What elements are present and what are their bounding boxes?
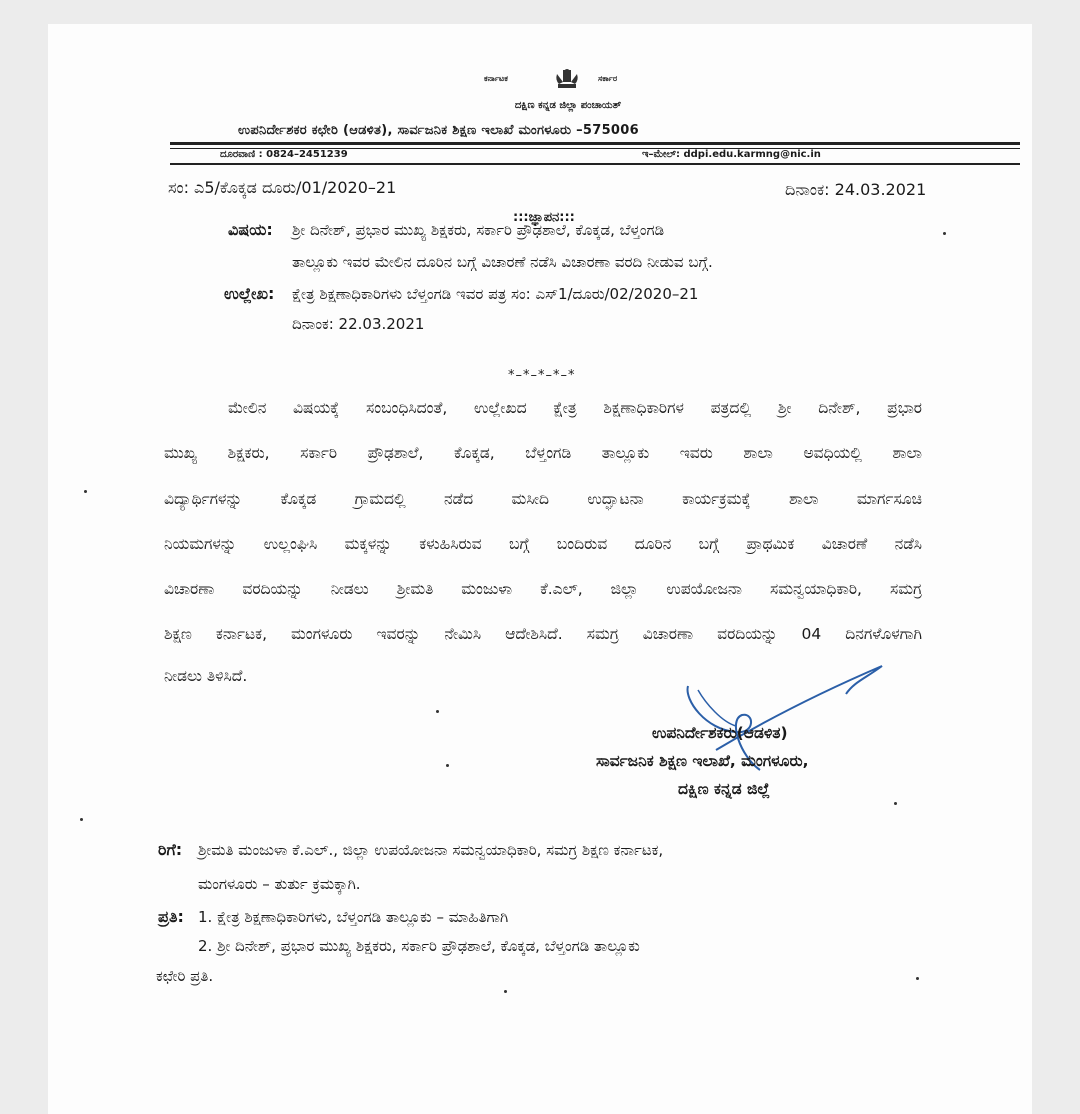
copy-item: 2. ಶ್ರೀ ದಿನೇಶ್, ಪ್ರಭಾರ ಮುಖ್ಯ ಶಿಕ್ಷಕರು, ಸರ್ಕಾರಿ ಪ್ರೌಢಶಾಲೆ, ಕೊಕ್ಕಡ, ಬೆಳ್ತಂಗಡಿ ತಾಲ್ಲೂಕು: [198, 937, 640, 955]
signatory-district: ದಕ್ಷಿಣ ಕನ್ನಡ ಜಿಲ್ಲೆ: [678, 780, 770, 798]
to-line: ಶ್ರೀಮತಿ ಮಂಜುಳಾ ಕೆ.ಎಲ್., ಜಿಲ್ಲಾ ಉಪಯೋಜನಾ ಸಮನ್ವಯಾಧಿಕಾರಿ, ಸಮಗ್ರ ಶಿಕ್ಷಣ ಕರ್ನಾಟಕ,: [198, 841, 664, 859]
scan-speck: [916, 977, 919, 980]
copy-item: ಕಛೇರಿ ಪ್ರತಿ.: [156, 967, 214, 985]
letterhead-phone: ದೂರವಾಣಿ : 0824–2451239: [220, 149, 348, 160]
body-line: ಮೇಲಿನ ವಿಷಯಕ್ಕೆ ಸಂಬಂಧಿಸಿದಂತೆ, ಉಲ್ಲೇಖದ ಕ್ಷೇತ್ರ ಶಿಕ್ಷಣಾಧಿಕಾರಿಗಳ ಪತ್ರದಲ್ಲಿ ಶ್ರೀ ದಿನೇಶ್, ಪ್ರಭಾರ: [228, 399, 922, 417]
signatory-office: ಸಾರ್ವಜನಿಕ ಶಿಕ್ಷಣ ಇಲಾಖೆ, ಮಂಗಳೂರು,: [596, 752, 809, 770]
scan-speck: [943, 232, 946, 235]
subject-line: ಶ್ರೀ ದಿನೇಶ್, ಪ್ರಭಾರ ಮುಖ್ಯ ಶಿಕ್ಷಕರು, ಸರ್ಕಾರಿ ಪ್ರೌಢಶಾಲೆ, ಕೊಕ್ಕಡ, ಬೆಳ್ತಂಗಡಿ: [292, 221, 665, 239]
scan-speck: [446, 764, 449, 767]
body-line: ಮುಖ್ಯ ಶಿಕ್ಷಕರು, ಸರ್ಕಾರಿ ಪ್ರೌಢಶಾಲೆ, ಕೊಕ್ಕಡ, ಬೆಳ್ತಂಗಡಿ ತಾಲ್ಲೂಕು ಇವರು ಶಾಲಾ ಅವಧಿಯಲ್ಲಿ ಶಾಲಾ: [164, 444, 922, 462]
letterhead-emblem-row: [468, 68, 668, 92]
subject-label: ವಿಷಯ:: [228, 220, 273, 239]
reference-date: ದಿನಾಂಕ: 22.03.2021: [292, 315, 425, 333]
to-line: ಮಂಗಳೂರು – ತುರ್ತು ಕ್ರಮಕ್ಕಾಗಿ.: [198, 875, 361, 893]
notice-title: :::ಜ್ಞಾಪನ:::: [513, 210, 575, 225]
letterhead-district: ದಕ್ಷಿಣ ಕನ್ನಡ ಜಿಲ್ಲಾ ಪಂಚಾಯತ್: [514, 100, 622, 111]
body-line: ನಿಯಮಗಳನ್ನು ಉಲ್ಲಂಘಿಸಿ ಮಕ್ಕಳನ್ನು ಕಳುಹಿಸಿರುವ ಬಗ್ಗೆ ಬಂದಿರುವ ದೂರಿನ ಬಗ್ಗೆ ಪ್ರಾಥಮಿಕ ವಿಚಾರಣೆ ನಡೆಸಿ: [164, 535, 922, 553]
reference-label: ಉಲ್ಲೇಖ:: [224, 284, 275, 303]
body-line: ವಿಚಾರಣಾ ವರದಿಯನ್ನು ನೀಡಲು ಶ್ರೀಮತಿ ಮಂಜುಳಾ ಕೆ.ಎಲ್, ಜಿಲ್ಲಾ ಉಪಯೋಜನಾ ಸಮನ್ವಯಾಧಿಕಾರಿ, ಸಮಗ್ರ: [164, 580, 922, 598]
document-page: [48, 24, 1032, 1114]
scan-speck: [894, 802, 897, 805]
body-line: ನೀಡಲು ತಿಳಿಸಿದೆ.: [164, 667, 248, 685]
reference-number: ಸಂ: ಎ5/ಕೊಕ್ಕಡ ದೂರು/01/2020–21: [168, 178, 397, 197]
emblem-right-text: ಸರ್ಕಾರ: [598, 74, 618, 83]
subject-line: ತಾಲ್ಲೂಕು ಇವರ ಮೇಲಿನ ದೂರಿನ ಬಗ್ಗೆ ವಿಚಾರಣೆ ನಡೆಸಿ ವಿಚಾರಣಾ ವರದಿ ನೀಡುವ ಬಗ್ಗೆ.: [292, 253, 713, 271]
scan-speck: [80, 818, 83, 821]
body-line: ವಿದ್ಯಾರ್ಥಿಗಳನ್ನು ಕೊಕ್ಕಡ ಗ್ರಾಮದಲ್ಲಿ ನಡೆದ ಮಸೀದಿ ಉದ್ಘಾಟನಾ ಕಾರ್ಯಕ್ರಮಕ್ಕೆ ಶಾಲಾ ಮಾರ್ಗಸೂಚಿ: [164, 490, 922, 508]
body-line: ಶಿಕ್ಷಣ ಕರ್ನಾಟಕ, ಮಂಗಳೂರು ಇವರನ್ನು ನೇಮಿಸಿ ಆದೇಶಿಸಿದೆ. ಸಮಗ್ರ ವಿಚಾರಣಾ ವರದಿಯನ್ನು 04 ದಿನಗಳೊಳಗಾಗಿ: [164, 625, 922, 643]
reference-line: ಕ್ಷೇತ್ರ ಶಿಕ್ಷಣಾಧಿಕಾರಿಗಳು ಬೆಳ್ತಂಗಡಿ ಇವರ ಪತ್ರ ಸಂ: ಎಸ್1/ದೂರು/02/2020–21: [292, 285, 699, 303]
separator: *–*–*–*–*: [508, 368, 576, 383]
emblem-left-text: ಕರ್ನಾಟಕ: [484, 74, 508, 83]
government-emblem-icon: [554, 68, 580, 90]
letterhead-rule: [170, 142, 1020, 145]
letterhead-email: ಇ–ಮೇಲ್: ddpi.edu.karmng@nic.in: [642, 149, 821, 160]
scan-speck: [84, 490, 87, 493]
letterhead-rule: [170, 163, 1020, 165]
scan-speck: [504, 990, 507, 993]
scan-speck: [436, 710, 439, 713]
signatory-designation: ಉಪನಿರ್ದೇಶಕರು(ಆಡಳಿತ): [652, 724, 788, 742]
copy-item: 1. ಕ್ಷೇತ್ರ ಶಿಕ್ಷಣಾಧಿಕಾರಿಗಳು, ಬೆಳ್ತಂಗಡಿ ತಾಲ್ಲೂಕು – ಮಾಹಿತಿಗಾಗಿ: [198, 908, 509, 926]
letterhead-office: ಉಪನಿರ್ದೇಶಕರ ಕಛೇರಿ (ಆಡಳಿತ), ಸಾರ್ವಜನಿಕ ಶಿಕ್ಷಣ ಇಲಾಖೆ ಮಂಗಳೂರು –575006: [238, 123, 639, 138]
document-date: ದಿನಾಂಕ: 24.03.2021: [785, 180, 927, 199]
copy-label: ಪ್ರತಿ:: [158, 907, 184, 926]
to-label: ರಿಗೆ:: [158, 840, 183, 859]
